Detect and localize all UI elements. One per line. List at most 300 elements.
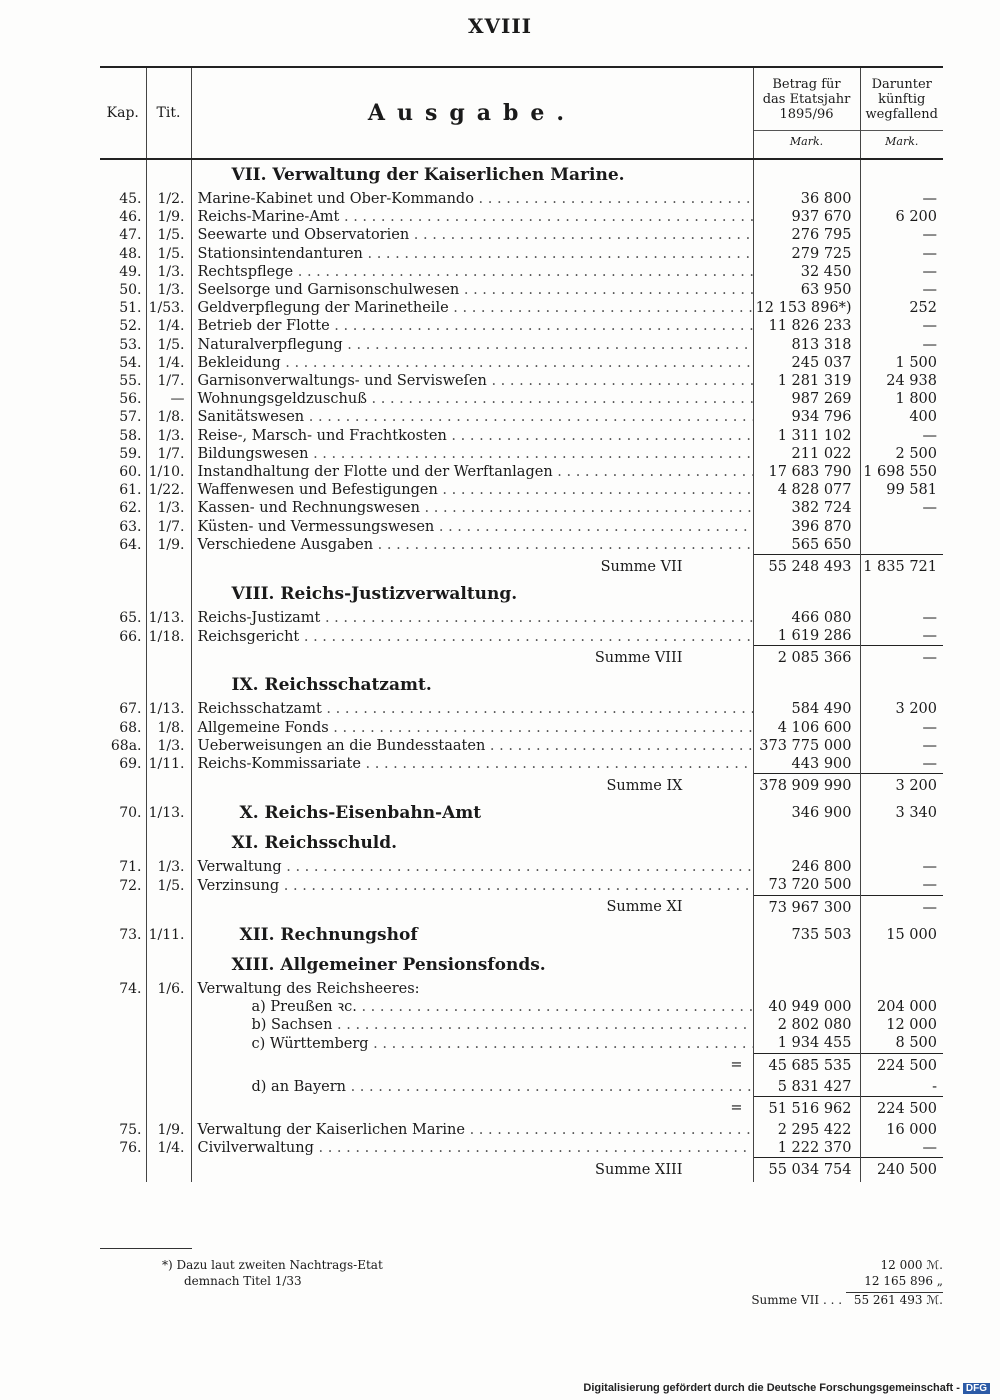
future-cell: 24 938: [886, 373, 937, 390]
amount-cell: 813 318: [753, 336, 860, 354]
kap-cell: 66.: [100, 627, 146, 646]
kap-cell: 47.: [100, 226, 146, 244]
table-row: [100, 774, 943, 799]
kap-cell: 70.: [100, 798, 146, 828]
amount-cell: 1 934 455: [753, 1034, 860, 1053]
item-label: Sanitätswesen . . .: [191, 408, 753, 426]
table-row: [100, 499, 943, 517]
item-label: Geldverpflegung der Marinetheile . . .: [191, 299, 753, 317]
footnote-sum: Summe VII . . . 55 261 493 ℳ.: [751, 1293, 943, 1307]
tit-cell: 1/4.: [146, 1139, 191, 1158]
table-row: [100, 950, 943, 980]
table-row: [100, 719, 943, 737]
future-cell: 15 000: [886, 926, 937, 943]
future-cell: —: [922, 1139, 937, 1156]
table-row: [100, 1096, 943, 1121]
tit-cell: [146, 555, 191, 580]
tit-cell: 1/9.: [146, 1121, 191, 1139]
future-cell: 204 000: [877, 998, 937, 1015]
header-future: [860, 67, 943, 159]
tit-cell: 1/5.: [146, 226, 191, 244]
kap-cell: [100, 670, 146, 700]
kap-cell: [100, 646, 146, 671]
amount-cell: 1 311 102: [753, 427, 860, 445]
amount-cell: 1 222 370: [753, 1139, 860, 1158]
kap-cell: 72.: [100, 876, 146, 895]
amount-cell: 565 650: [753, 536, 860, 555]
table-row: [100, 828, 943, 858]
amount-cell: 279 725: [753, 245, 860, 263]
table-row: [100, 1139, 943, 1158]
amount-cell: 937 670: [753, 208, 860, 226]
item-label: Marine-Kabinet und Ober-Kommando . . .: [191, 190, 753, 208]
table-row: [100, 263, 943, 281]
kap-cell: [100, 579, 146, 609]
future-cell: —: [922, 282, 937, 299]
header-amount-line3: 1895/96: [779, 107, 834, 122]
table-row: [100, 481, 943, 499]
sub-item-label: c) Württemberg . . .: [191, 1034, 753, 1053]
kap-cell: 54.: [100, 354, 146, 372]
tit-cell: 1/13.: [146, 609, 191, 627]
tit-cell: 1/3.: [146, 263, 191, 281]
kap-cell: 59.: [100, 445, 146, 463]
budget-table-wrapper: [100, 66, 943, 1182]
header-kap: Kap.: [100, 67, 146, 159]
header-future-line3: wegfallend: [865, 107, 938, 122]
tit-cell: 1/9.: [146, 536, 191, 555]
table-row: [100, 1016, 943, 1034]
table-row: [100, 579, 943, 609]
future-cell: —: [922, 227, 937, 244]
amount-cell: 396 870: [753, 518, 860, 536]
tit-cell: 1/3.: [146, 499, 191, 517]
tit-cell: 1/7.: [146, 518, 191, 536]
item-label: Allgemeine Fonds . . .: [191, 719, 753, 737]
table-row: [100, 798, 943, 828]
sum-amount: 55 034 754: [753, 1158, 860, 1183]
section-heading: VII. Verwaltung der Kaiserlichen Marine.: [191, 159, 753, 190]
table-row: [100, 463, 943, 481]
future-cell: —: [922, 500, 937, 517]
amount-cell: 36 800: [753, 190, 860, 208]
tit-cell: [146, 950, 191, 980]
item-label: Seelsorge und Garnisonschulwesen . . .: [191, 281, 753, 299]
amount-cell: 245 037: [753, 354, 860, 372]
tit-cell: 1/8.: [146, 719, 191, 737]
table-body: [100, 159, 943, 1182]
future-cell: —: [922, 737, 937, 754]
amount-cell: 443 900: [753, 755, 860, 774]
footnote-text-1: *) Dazu laut zweiten Nachtrags-Etat: [162, 1258, 383, 1272]
amount-cell: 32 450: [753, 263, 860, 281]
kap-cell: 73.: [100, 920, 146, 950]
section-heading: VIII. Reichs-Justizverwaltung.: [191, 579, 753, 609]
table-row: [100, 1078, 943, 1097]
item-label: Bildungswesen . . .: [191, 445, 753, 463]
tit-cell: 1/4.: [146, 354, 191, 372]
table-row: [100, 1158, 943, 1183]
item-label: Rechtspflege . . .: [191, 263, 753, 281]
item-label: Civilverwaltung . . .: [191, 1139, 753, 1158]
kap-cell: 45.: [100, 190, 146, 208]
tit-cell: 1/11.: [146, 920, 191, 950]
table-row: [100, 445, 943, 463]
tit-cell: [146, 828, 191, 858]
future-cell: 8 500: [895, 1035, 937, 1052]
kap-cell: [100, 774, 146, 799]
kap-cell: 76.: [100, 1139, 146, 1158]
future-cell: 6 200: [895, 209, 937, 226]
table-row: [100, 190, 943, 208]
section-heading: X. Reichs-Eisenbahn-Amt: [191, 798, 753, 828]
future-cell: [860, 828, 943, 858]
tit-cell: [146, 774, 191, 799]
table-row: [100, 858, 943, 876]
amount-cell: [753, 579, 860, 609]
sum-future: 1 835 721: [860, 555, 943, 580]
item-label: Reichs-Kommissariate . . .: [191, 755, 753, 774]
table-row: [100, 980, 943, 998]
future-cell: —: [922, 610, 937, 627]
table-row: [100, 354, 943, 372]
future-cell: [860, 579, 943, 609]
kap-cell: 48.: [100, 245, 146, 263]
table-row: [100, 555, 943, 580]
sum-label: Summe IX: [191, 774, 753, 799]
amount-cell: 2 802 080: [753, 1016, 860, 1034]
kap-cell: [100, 998, 146, 1016]
future-cell: 2 500: [895, 445, 937, 462]
kap-cell: 49.: [100, 263, 146, 281]
future-cell: 3 200: [895, 701, 937, 718]
tit-cell: 1/10.: [146, 463, 191, 481]
kap-cell: 61.: [100, 481, 146, 499]
tit-cell: 1/13.: [146, 798, 191, 828]
table-row: [100, 427, 943, 445]
table-row: [100, 317, 943, 335]
table-row: [100, 755, 943, 774]
header-tit: Tit.: [146, 67, 191, 159]
digitization-credit: [583, 1382, 990, 1394]
future-cell: [860, 159, 943, 190]
kap-cell: [100, 1078, 146, 1097]
tit-cell: [146, 646, 191, 671]
amount-cell: [753, 828, 860, 858]
amount-cell: 735 503: [753, 920, 860, 950]
future-cell: 400: [909, 409, 937, 426]
kap-cell: [100, 555, 146, 580]
kap-cell: 64.: [100, 536, 146, 555]
table-row: [100, 299, 943, 317]
item-label: Bekleidung . . .: [191, 354, 753, 372]
amount-cell: 5 831 427: [753, 1078, 860, 1097]
kap-cell: [100, 1034, 146, 1053]
subtotal-mark: =: [191, 1053, 753, 1078]
kap-cell: 75.: [100, 1121, 146, 1139]
tit-cell: 1/6.: [146, 980, 191, 998]
kap-cell: [100, 1158, 146, 1183]
kap-cell: 50.: [100, 281, 146, 299]
future-cell: [860, 980, 943, 998]
future-cell: 1 800: [895, 391, 937, 408]
amount-cell: [753, 159, 860, 190]
table-row: [100, 998, 943, 1016]
table-header: [100, 67, 943, 159]
future-cell: —: [922, 191, 937, 207]
table-row: [100, 670, 943, 700]
table-row: [100, 159, 943, 190]
kap-cell: 71.: [100, 858, 146, 876]
item-label: Reichsschatzamt . . .: [191, 700, 753, 718]
kap-cell: 69.: [100, 755, 146, 774]
header-title: Ausgabe.: [191, 67, 753, 159]
amount-cell: 4 828 077: [753, 481, 860, 499]
item-label: Kassen- und Rechnungswesen . . .: [191, 499, 753, 517]
table-row: [100, 208, 943, 226]
tit-cell: 1/7.: [146, 372, 191, 390]
table-row: [100, 920, 943, 950]
tit-cell: 1/2.: [146, 190, 191, 208]
future-cell: [860, 536, 943, 555]
tit-cell: 1/5.: [146, 876, 191, 895]
kap-cell: 57.: [100, 408, 146, 426]
future-cell: —: [922, 859, 937, 876]
footnote-sum-label: Summe VII: [751, 1293, 820, 1307]
footnote-value-2: 12 165 896 „: [864, 1274, 943, 1288]
section-heading: XII. Rechnungshof: [191, 920, 753, 950]
tit-cell: [146, 1078, 191, 1097]
kap-cell: 67.: [100, 700, 146, 718]
credit-text: Digitalisierung gefördert durch die Deutsche Forschungsgemeinschaft -: [583, 1382, 960, 1394]
amount-cell: 63 950: [753, 281, 860, 299]
footnote-rule: [100, 1248, 192, 1249]
tit-cell: 1/22.: [146, 481, 191, 499]
future-cell: 252: [909, 300, 937, 317]
sum-label: Summe XI: [191, 895, 753, 920]
sum-future: 240 500: [860, 1158, 943, 1183]
kap-cell: [100, 895, 146, 920]
future-cell: —: [922, 245, 937, 262]
table-row: [100, 281, 943, 299]
tit-cell: 1/3.: [146, 737, 191, 755]
amount-cell: 12 153 896*): [753, 299, 860, 317]
kap-cell: 56.: [100, 390, 146, 408]
table-row: [100, 646, 943, 671]
page-number: XVIII: [467, 14, 533, 38]
amount-cell: 2 295 422: [753, 1121, 860, 1139]
item-label: Verzinsung . . .: [191, 876, 753, 895]
item-label: Wohnungsgeldzuschuß . . .: [191, 390, 753, 408]
item-label: Waffenwesen und Befestigungen . . .: [191, 481, 753, 499]
table-row: [100, 1121, 943, 1139]
table-row: [100, 245, 943, 263]
table-row: [100, 1053, 943, 1078]
footnote-line-1: [100, 1257, 943, 1273]
tit-cell: [146, 1096, 191, 1121]
sub-item-label: d) an Bayern . . .: [191, 1078, 753, 1097]
sum-amount: 378 909 990: [753, 774, 860, 799]
future-cell: —: [922, 719, 937, 736]
amount-cell: 382 724: [753, 499, 860, 517]
amount-cell: 373 775 000: [753, 737, 860, 755]
tit-cell: 1/18.: [146, 627, 191, 646]
kap-cell: 46.: [100, 208, 146, 226]
item-label: Betrieb der Flotte . . .: [191, 317, 753, 335]
kap-cell: 65.: [100, 609, 146, 627]
header-future-line1: Darunter: [871, 77, 932, 92]
item-label: Garnisonverwaltungs- und Servisweſen . . .: [191, 372, 753, 390]
future-cell: 1 698 550: [863, 464, 937, 481]
future-cell: [860, 518, 943, 536]
amount-cell: 211 022: [753, 445, 860, 463]
amount-cell: 1 619 286: [753, 627, 860, 646]
amount-cell: 584 490: [753, 700, 860, 718]
item-label: Verwaltung der Kaiserlichen Marine . . .: [191, 1121, 753, 1139]
table-row: [100, 390, 943, 408]
subtotal-future: 224 500: [860, 1096, 943, 1121]
footnote-sum-value: 55 261 493 ℳ.: [846, 1292, 943, 1307]
tit-cell: [146, 895, 191, 920]
future-cell: 12 000: [886, 1017, 937, 1034]
dfg-logo: DFG: [963, 1383, 990, 1394]
tit-cell: [146, 998, 191, 1016]
sum-future: —: [860, 895, 943, 920]
sum-future: —: [860, 646, 943, 671]
section-heading: XIII. Allgemeiner Pensionsfonds.: [191, 950, 753, 980]
kap-cell: 68.: [100, 719, 146, 737]
sum-future: 3 200: [860, 774, 943, 799]
table-row: [100, 876, 943, 895]
future-cell: —: [922, 877, 937, 894]
sub-item-label: a) Preußen ꝛc. . . .: [191, 998, 753, 1016]
amount-cell: 17 683 790: [753, 463, 860, 481]
future-cell: —: [922, 427, 937, 444]
amount-cell: 11 826 233: [753, 317, 860, 335]
item-label: Küsten- und Vermessungswesen . . .: [191, 518, 753, 536]
future-cell: —: [922, 628, 937, 645]
item-label: Ueberweisungen an die Bundesstaaten . . .: [191, 737, 753, 755]
tit-cell: 1/9.: [146, 208, 191, 226]
kap-cell: 63.: [100, 518, 146, 536]
future-cell: —: [922, 263, 937, 280]
table-row: [100, 700, 943, 718]
subtotal-future: 224 500: [860, 1053, 943, 1078]
kap-cell: 55.: [100, 372, 146, 390]
header-amount-line2: das Etatsjahr: [762, 92, 851, 107]
amount-cell: 1 281 319: [753, 372, 860, 390]
table-row: [100, 536, 943, 555]
future-cell: 99 581: [886, 482, 937, 499]
table-row: [100, 226, 943, 244]
amount-cell: 987 269: [753, 390, 860, 408]
tit-cell: 1/7.: [146, 445, 191, 463]
item-label: Instandhaltung der Flotte und der Werftanlagen . . .: [191, 463, 753, 481]
table-row: [100, 1034, 943, 1053]
tit-cell: 1/3.: [146, 281, 191, 299]
table-row: [100, 737, 943, 755]
table-row: [100, 895, 943, 920]
budget-table: [100, 66, 943, 1182]
kap-cell: [100, 950, 146, 980]
section-heading: XI. Reichsschuld.: [191, 828, 753, 858]
item-label: Reichsgericht . . .: [191, 627, 753, 646]
table-row: [100, 609, 943, 627]
tit-cell: 1/3.: [146, 427, 191, 445]
tit-cell: [146, 159, 191, 190]
tit-cell: 1/5.: [146, 245, 191, 263]
item-label: Reichs-Justizamt . . .: [191, 609, 753, 627]
tit-cell: 1/8.: [146, 408, 191, 426]
amount-cell: 346 900: [753, 798, 860, 828]
amount-cell: 4 106 600: [753, 719, 860, 737]
tit-cell: 1/4.: [146, 317, 191, 335]
amount-cell: 276 795: [753, 226, 860, 244]
tit-cell: [146, 579, 191, 609]
item-label: Verwaltung des Reichsheeres:: [191, 980, 753, 998]
header-future-line2: künftig: [878, 92, 926, 107]
kap-cell: 51.: [100, 299, 146, 317]
item-label: Naturalverpflegung . . .: [191, 336, 753, 354]
future-cell: [860, 950, 943, 980]
amount-cell: [753, 950, 860, 980]
tit-cell: [146, 1053, 191, 1078]
footnote-value-1: 12 000 ℳ.: [880, 1258, 943, 1272]
footnote-text-2: demnach Titel 1/33: [184, 1274, 302, 1288]
tit-cell: [146, 1016, 191, 1034]
table-row: [100, 408, 943, 426]
amount-cell: 40 949 000: [753, 998, 860, 1016]
tit-cell: 1/13.: [146, 700, 191, 718]
subtotal-amount: 45 685 535: [753, 1053, 860, 1078]
amount-cell: 246 800: [753, 858, 860, 876]
kap-cell: 62.: [100, 499, 146, 517]
amount-cell: [753, 670, 860, 700]
kap-cell: 58.: [100, 427, 146, 445]
item-label: Reichs-Marine-Amt . . .: [191, 208, 753, 226]
subtotal-mark: =: [191, 1096, 753, 1121]
footnote-line-2: [100, 1273, 943, 1289]
header-future-unit: Mark.: [861, 130, 944, 149]
future-cell: —: [922, 318, 937, 335]
table-row: [100, 336, 943, 354]
tit-cell: 1/53.: [146, 299, 191, 317]
amount-cell: [753, 980, 860, 998]
sum-label: Summe VIII: [191, 646, 753, 671]
kap-cell: 53.: [100, 336, 146, 354]
footnote: [100, 1248, 943, 1307]
kap-cell: 60.: [100, 463, 146, 481]
header-amount-line1: Betrag für: [772, 77, 841, 92]
sum-amount: 55 248 493: [753, 555, 860, 580]
tit-cell: 1/11.: [146, 755, 191, 774]
tit-cell: 1/5.: [146, 336, 191, 354]
item-label: Seewarte und Observatorien . . .: [191, 226, 753, 244]
header-amount-unit: Mark.: [754, 130, 860, 149]
tit-cell: —: [146, 390, 191, 408]
tit-cell: 1/3.: [146, 858, 191, 876]
future-cell: —: [922, 756, 937, 773]
kap-cell: 68a.: [100, 737, 146, 755]
sum-amount: 2 085 366: [753, 646, 860, 671]
kap-cell: 52.: [100, 317, 146, 335]
item-label: Reise-, Marsch- und Frachtkosten . . .: [191, 427, 753, 445]
item-label: Stationsintendanturen . . .: [191, 245, 753, 263]
table-row: [100, 372, 943, 390]
future-cell: [860, 670, 943, 700]
sum-amount: 73 967 300: [753, 895, 860, 920]
future-cell: -: [932, 1078, 937, 1095]
